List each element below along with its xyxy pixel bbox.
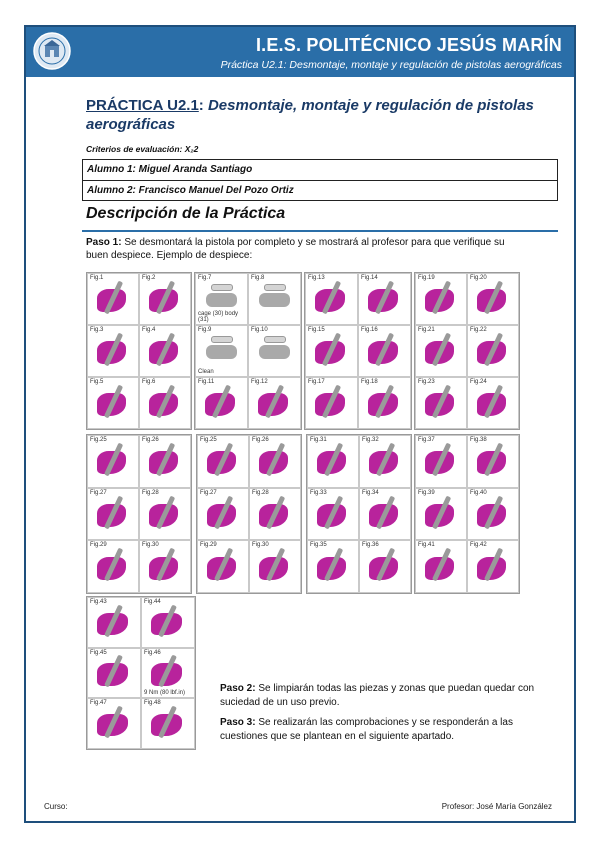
figure-label: Fig.42 bbox=[470, 542, 487, 549]
figure-thumbnail bbox=[87, 540, 139, 593]
figure-thumbnail bbox=[467, 540, 519, 593]
figure-thumbnail bbox=[195, 325, 248, 377]
figure-label: Fig.8 bbox=[251, 275, 265, 281]
disassembly-figures bbox=[86, 272, 522, 752]
figure-thumbnail bbox=[249, 435, 301, 488]
figure-thumbnail bbox=[359, 540, 411, 593]
figure-thumbnail bbox=[358, 377, 411, 429]
figure-thumbnail bbox=[87, 435, 139, 488]
figure-label: Fig.13 bbox=[308, 275, 325, 281]
figure-label: Fig.29 bbox=[200, 542, 217, 549]
title-separator: : bbox=[198, 97, 204, 114]
figure-caption: Clean bbox=[198, 369, 214, 375]
figure-label: Fig.25 bbox=[90, 437, 107, 443]
document-title bbox=[86, 96, 546, 134]
figure-label: Fig.11 bbox=[198, 379, 215, 385]
steps-2-3 bbox=[220, 682, 540, 744]
figure-label: Fig.29 bbox=[90, 542, 107, 549]
figure-label: Fig.26 bbox=[252, 437, 269, 443]
figure-block bbox=[306, 434, 412, 594]
figure-label: Fig.41 bbox=[418, 542, 435, 549]
figure-label: Fig.35 bbox=[310, 542, 327, 549]
figure-thumbnail bbox=[358, 325, 411, 377]
student-1: Alumno 1: Miguel Aranda Santiago bbox=[87, 164, 253, 175]
footer-teacher: Profesor: José María González bbox=[441, 802, 552, 811]
figure-label: Fig.30 bbox=[252, 542, 269, 549]
figure-thumbnail bbox=[197, 540, 249, 593]
figure-label: Fig.22 bbox=[470, 327, 487, 333]
tool-illustration bbox=[211, 284, 232, 291]
figure-thumbnail bbox=[415, 273, 467, 325]
figure-caption: 9 Nm (80 lbf.in) bbox=[144, 690, 186, 697]
figure-thumbnail bbox=[305, 377, 358, 429]
figure-thumbnail bbox=[415, 488, 467, 541]
figure-thumbnail bbox=[467, 325, 519, 377]
figure-label: Fig.1 bbox=[90, 275, 104, 281]
figure-thumbnail bbox=[248, 377, 301, 429]
figure-thumbnail bbox=[197, 488, 249, 541]
figure-label: Fig.2 bbox=[142, 275, 156, 281]
step-1-text: Se desmontará la pistola por completo y se mostrará al profesor para que verifique su buen despiece. Ejemplo de despiece: bbox=[86, 237, 505, 261]
figure-label: Fig.31 bbox=[310, 437, 327, 443]
figure-label: Fig.16 bbox=[361, 327, 378, 333]
evaluation-criteria: Criterios de evaluación: X₂2 bbox=[86, 144, 199, 154]
figure-thumbnail bbox=[141, 698, 195, 749]
figure-thumbnail bbox=[358, 273, 411, 325]
figure-thumbnail bbox=[195, 377, 248, 429]
figure-label: Fig.34 bbox=[362, 489, 379, 496]
figure-label: Fig.33 bbox=[310, 489, 327, 496]
figure-label: Fig.14 bbox=[361, 275, 378, 281]
figure-thumbnail bbox=[87, 597, 141, 648]
figure-label: Fig.40 bbox=[470, 489, 487, 496]
figure-thumbnail bbox=[249, 488, 301, 541]
figure-thumbnail bbox=[139, 325, 191, 377]
figure-thumbnail bbox=[139, 540, 191, 593]
figure-label: Fig.46 bbox=[144, 649, 161, 656]
figure-thumbnail bbox=[87, 698, 141, 749]
figure-label: Fig.3 bbox=[90, 327, 104, 333]
figure-label: Fig.32 bbox=[362, 437, 379, 443]
figure-thumbnail bbox=[467, 377, 519, 429]
figure-thumbnail bbox=[305, 325, 358, 377]
figure-thumbnail bbox=[415, 325, 467, 377]
figure-thumbnail bbox=[139, 377, 191, 429]
figure-label: Fig.39 bbox=[418, 489, 435, 496]
step-3-text: Se realizarán las comprobaciones y se responderán a las cuestiones que se plantean en el siguiente apartado. bbox=[220, 717, 513, 742]
figure-caption: cage (30) body (31) bbox=[198, 311, 239, 323]
figure-label: Fig.28 bbox=[142, 489, 159, 496]
figure-block bbox=[194, 272, 302, 430]
figure-block bbox=[414, 272, 520, 430]
figure-thumbnail bbox=[359, 435, 411, 488]
figure-thumbnail bbox=[307, 488, 359, 541]
figure-thumbnail bbox=[415, 540, 467, 593]
figure-label: Fig.20 bbox=[470, 275, 487, 281]
figure-thumbnail bbox=[415, 435, 467, 488]
spray-gun-part-illustration bbox=[259, 293, 290, 307]
step-1-label: Paso 1: bbox=[86, 237, 122, 248]
page-header bbox=[26, 27, 574, 77]
figure-label: Fig.21 bbox=[418, 327, 435, 333]
spray-gun-part-illustration bbox=[206, 293, 237, 307]
figure-thumbnail bbox=[87, 377, 139, 429]
students-box bbox=[82, 159, 558, 201]
figure-thumbnail bbox=[307, 435, 359, 488]
figure-thumbnail bbox=[467, 273, 519, 325]
figure-label: Fig.26 bbox=[142, 437, 159, 443]
figure-label: Fig.9 bbox=[198, 327, 212, 333]
figure-label: Fig.15 bbox=[308, 327, 325, 333]
step-2 bbox=[220, 682, 540, 710]
figure-label: Fig.18 bbox=[361, 379, 378, 385]
practice-name: Desmontaje, montaje y regulación de pistolas aerográficas bbox=[86, 97, 534, 133]
figure-thumbnail bbox=[139, 435, 191, 488]
figure-label: Fig.27 bbox=[200, 489, 217, 496]
practice-subtitle: Práctica U2.1: Desmontaje, montaje y regulación de pistolas aerográficas bbox=[220, 59, 562, 71]
figure-label: Fig.38 bbox=[470, 437, 487, 443]
school-seal-icon bbox=[32, 31, 72, 71]
figure-label: Fig.23 bbox=[418, 379, 435, 385]
practice-code: PRÁCTICA U2.1 bbox=[86, 97, 199, 114]
figure-thumbnail bbox=[139, 488, 191, 541]
figure-label: Fig.7 bbox=[198, 275, 212, 281]
step-3 bbox=[220, 716, 540, 744]
figure-label: Fig.37 bbox=[418, 437, 435, 443]
figure-label: Fig.10 bbox=[251, 327, 268, 333]
figure-thumbnail bbox=[415, 377, 467, 429]
spray-gun-part-illustration bbox=[259, 345, 290, 359]
spray-gun-part-illustration bbox=[206, 345, 237, 359]
figure-thumbnail bbox=[248, 325, 301, 377]
step-3-label: Paso 3: bbox=[220, 717, 256, 728]
figure-label: Fig.4 bbox=[142, 327, 156, 333]
student-2: Alumno 2: Francisco Manuel Del Pozo Ortiz bbox=[83, 180, 557, 200]
figure-thumbnail bbox=[249, 540, 301, 593]
tool-illustration bbox=[211, 336, 232, 343]
figure-label: Fig.30 bbox=[142, 542, 159, 549]
figure-block bbox=[414, 434, 520, 594]
figure-label: Fig.24 bbox=[470, 379, 487, 385]
figure-label: Fig.5 bbox=[90, 379, 104, 385]
figure-thumbnail bbox=[467, 488, 519, 541]
figure-block bbox=[86, 596, 196, 750]
section-title: Descripción de la Práctica bbox=[86, 205, 286, 222]
figure-thumbnail bbox=[87, 325, 139, 377]
figure-block bbox=[86, 272, 192, 430]
step-2-text: Se limpiarán todas las piezas y zonas que puedan quedar con suciedad de un uso previo. bbox=[220, 683, 535, 708]
figure-label: Fig.47 bbox=[90, 700, 107, 707]
figure-block bbox=[86, 434, 192, 594]
figure-thumbnail bbox=[359, 488, 411, 541]
school-name: I.E.S. POLITÉCNICO JESÚS MARÍN bbox=[255, 35, 562, 55]
step-2-label: Paso 2: bbox=[220, 683, 256, 694]
figure-block bbox=[304, 272, 412, 430]
figure-label: Fig.48 bbox=[144, 700, 161, 707]
figure-label: Fig.27 bbox=[90, 489, 107, 496]
figure-thumbnail bbox=[307, 540, 359, 593]
figure-thumbnail bbox=[87, 488, 139, 541]
figure-label: Fig.43 bbox=[90, 599, 107, 605]
figure-thumbnail bbox=[87, 648, 141, 699]
footer-course: Curso: bbox=[44, 802, 68, 811]
figure-label: Fig.28 bbox=[252, 489, 269, 496]
step-1 bbox=[86, 236, 526, 262]
section-divider bbox=[82, 230, 558, 232]
figure-thumbnail bbox=[195, 273, 248, 325]
figure-thumbnail bbox=[305, 273, 358, 325]
figure-label: Fig.36 bbox=[362, 542, 379, 549]
figure-thumbnail bbox=[139, 273, 191, 325]
figure-thumbnail bbox=[141, 648, 195, 699]
figure-label: Fig.17 bbox=[308, 379, 325, 385]
figure-label: Fig.6 bbox=[142, 379, 156, 385]
figure-thumbnail bbox=[467, 435, 519, 488]
tool-illustration bbox=[264, 284, 285, 291]
figure-label: Fig.25 bbox=[200, 437, 217, 443]
figure-thumbnail bbox=[248, 273, 301, 325]
tool-illustration bbox=[264, 336, 285, 343]
figure-thumbnail bbox=[197, 435, 249, 488]
figure-label: Fig.19 bbox=[418, 275, 435, 281]
figure-thumbnail bbox=[141, 597, 195, 648]
figure-label: Fig.45 bbox=[90, 649, 107, 656]
figure-block bbox=[196, 434, 302, 594]
figure-label: Fig.12 bbox=[251, 379, 268, 385]
figure-label: Fig.44 bbox=[144, 599, 161, 605]
figure-thumbnail bbox=[87, 273, 139, 325]
